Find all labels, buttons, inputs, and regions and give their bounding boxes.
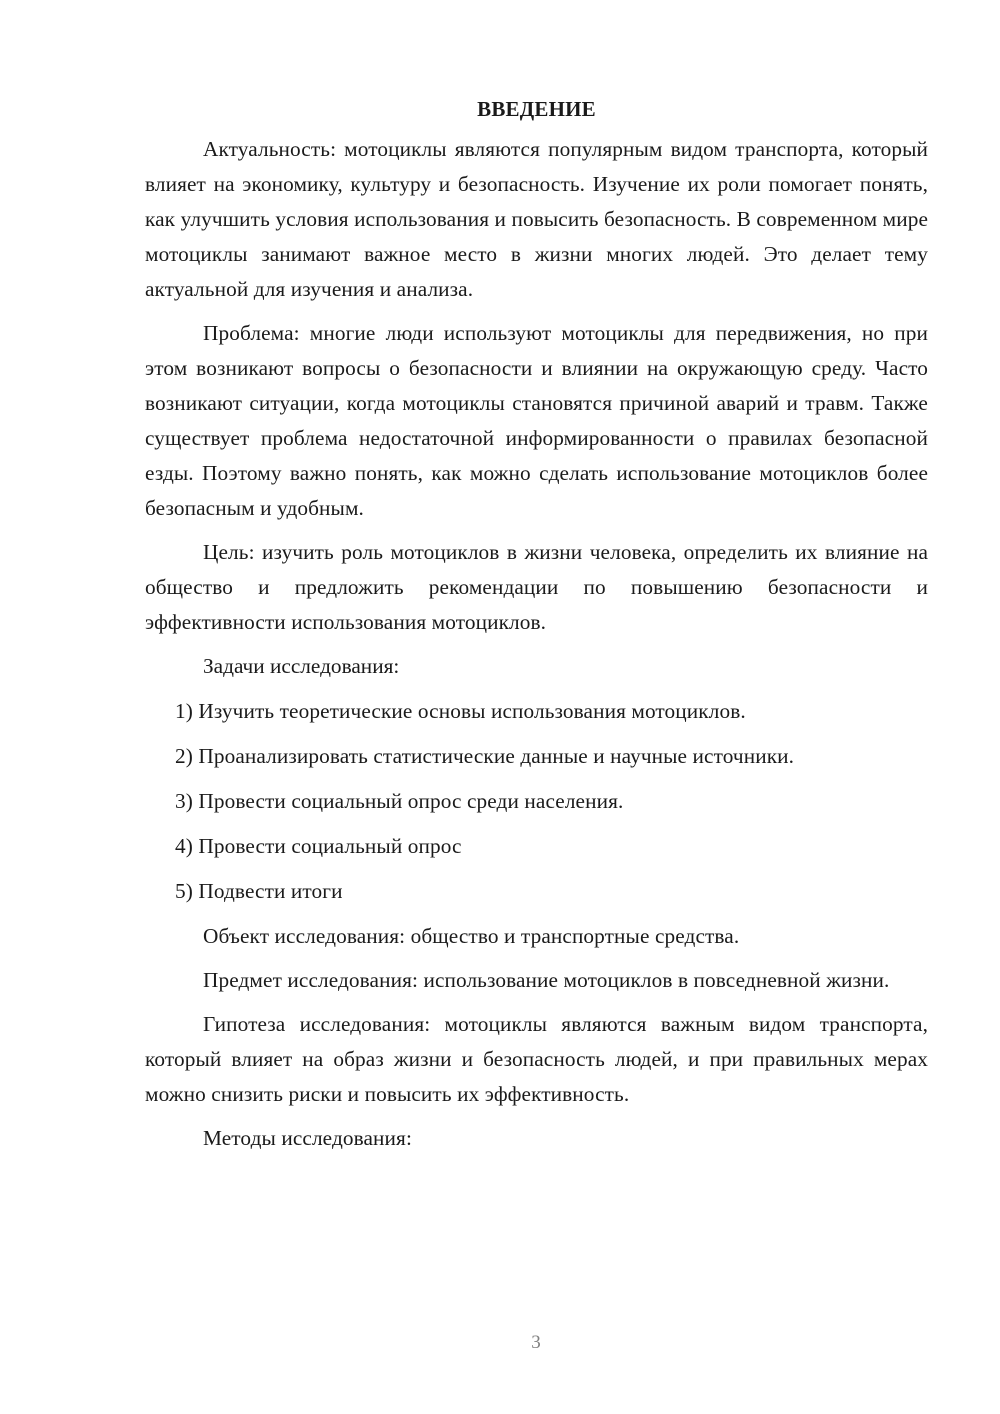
page-number: 3	[531, 1332, 541, 1353]
paragraph-object: Объект исследования: общество и транспортные средства.	[203, 924, 740, 948]
paragraph-relevance: Актуальность: мотоциклы являются популярным видом транспорта, который влияет на экономику, культуру и безопасность. Изучение их роли помогает понять, как улучшить условия использования и повысить безопасность. В современном мире мотоциклы занимают важное место в жизни многих людей. Это делает тему актуальной для изучения и анализа.	[145, 137, 928, 301]
paragraph-subject: Предмет исследования: использование мотоциклов в повседневной жизни.	[203, 968, 890, 992]
list-item: 4) Провести социальный опрос	[175, 834, 462, 858]
tasks-list	[145, 694, 928, 909]
paragraph-hypothesis: Гипотеза исследования: мотоциклы являются важным видом транспорта, который влияет на образ жизни и безопасность людей, и при правильных мерах можно снизить риски и повысить их эффективность.	[145, 1012, 928, 1106]
tasks-title: Задачи исследования:	[203, 654, 400, 678]
list-item: 1) Изучить теоретические основы использования мотоциклов.	[175, 699, 746, 723]
list-item: 5) Подвести итоги	[175, 879, 343, 903]
paragraph-problem: Проблема: многие люди используют мотоциклы для передвижения, но при этом возникают вопросы о безопасности и влиянии на окружающую среду. Часто возникают ситуации, когда мотоциклы становятся причиной аварий и травм. Также существует проблема недостаточной информированности о правилах безопасной езды. Поэтому важно понять, как можно сделать использование мотоциклов более безопасным и удобным.	[145, 321, 928, 520]
list-item: 2) Проанализировать статистические данные и научные источники.	[175, 744, 795, 768]
paragraph-goal: Цель: изучить роль мотоциклов в жизни человека, определить их влияние на общество и предложить рекомендации по повышению безопасности и эффективности использования мотоциклов.	[145, 540, 928, 634]
paragraph-methods: Методы исследования:	[203, 1126, 412, 1150]
list-item: 3) Провести социальный опрос среди населения.	[175, 789, 624, 813]
document-page	[145, 92, 928, 1165]
page-title: ВВЕДЕНИЕ	[477, 97, 596, 121]
